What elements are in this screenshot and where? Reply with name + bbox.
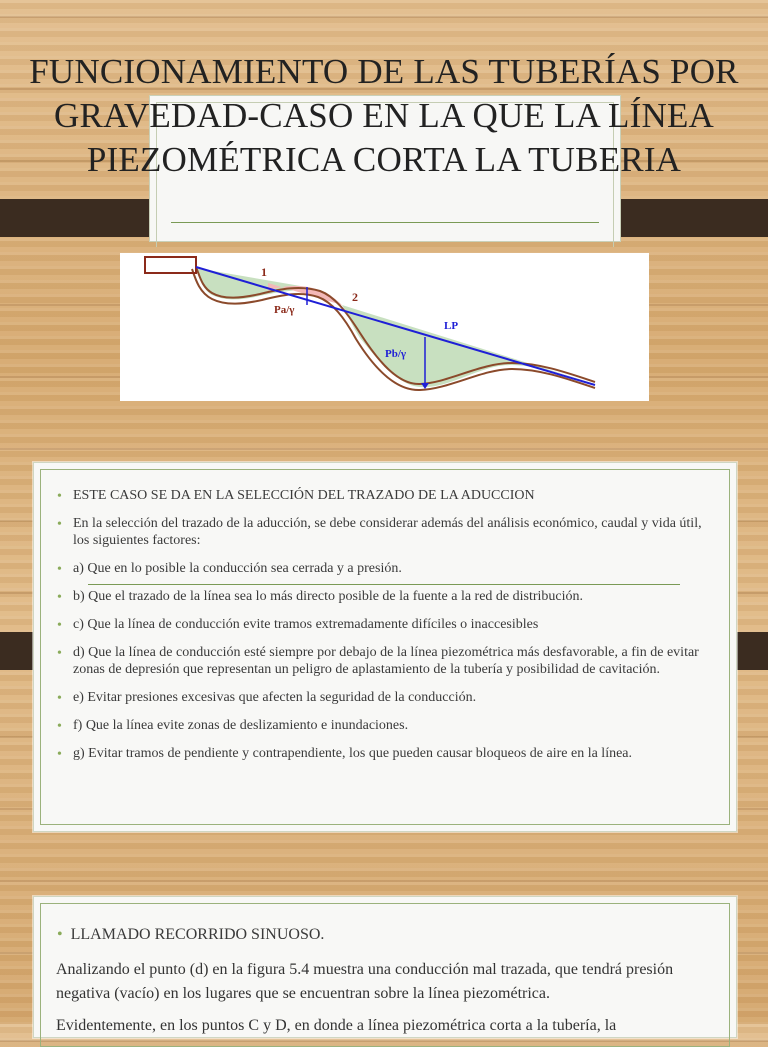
list-item: • f) Que la línea evite zonas de deslizamiento e inundaciones. [57,718,409,734]
plank-bar-left-top [0,199,155,237]
list-item: • En la selección del trazado de la aducción, se debe considerar además del análisis económico, caudal y vida útil, los siguientes factores: [57,516,702,548]
sinuous-path-heading: • LLAMADO RECORRIDO SINUOSO. [57,926,325,943]
list-item: • c) Que la línea de conducción evite tramos extremadamente difíciles o inaccesibles [57,617,539,633]
factors-list [57,487,709,773]
label-2: 2 [352,290,358,304]
sinuous-path-paragraph: Analizando el punto (d) en la figura 5.4 muestra una conducción mal trazada, que tendrá presión negativa (vacío) en los lugares que se encuentran sobre la línea piezométrica. [56,961,674,1002]
list-item: • e) Evitar presiones excesivas que afecten la seguridad de la conducción. [57,690,477,706]
piezometric-figure [120,253,649,401]
title-underline [171,222,599,223]
list-item: • ESTE CASO SE DA EN LA SELECCIÓN DEL TRAZADO DE LA ADUCCION [57,488,535,504]
slide-title: FUNCIONAMIENTO DE LAS TUBERÍAS POR GRAVEDAD-CASO EN LA QUE LA LÍNEA PIEZOMÉTRICA CORTA LA TUBERIA [29,52,739,179]
reservoir-icon [145,257,196,273]
label-pa: Pa/γ [274,304,295,316]
plank-bar-right-top [613,199,768,237]
sinuous-path-cut-line: Evidentemente, en los puntos C y D, en donde a línea piezométrica corta a la tubería, la [56,1017,617,1034]
list-item: • a) Que en lo posible la conducción sea cerrada y a presión. [57,561,402,577]
list-item: • b) Que el trazado de la línea sea lo más directo posible de la fuente a la red de distribución. [57,589,584,605]
list-item: • g) Evitar tramos de pendiente y contrapendiente, los que pueden causar bloqueos de aire en la línea. [57,746,633,762]
label-lp: LP [444,320,459,332]
pipe-diagram [120,253,649,401]
item-underline [88,584,680,585]
label-pb: Pb/γ [385,348,407,360]
list-item: • d) Que la línea de conducción esté siempre por debajo de la línea piezométrica más desfavorable, a fin de evitar zonas de depresión que representan un peligro de aplastamiento de la tubería y posibilidad de cavitación. [57,645,699,677]
label-1: 1 [261,265,267,279]
